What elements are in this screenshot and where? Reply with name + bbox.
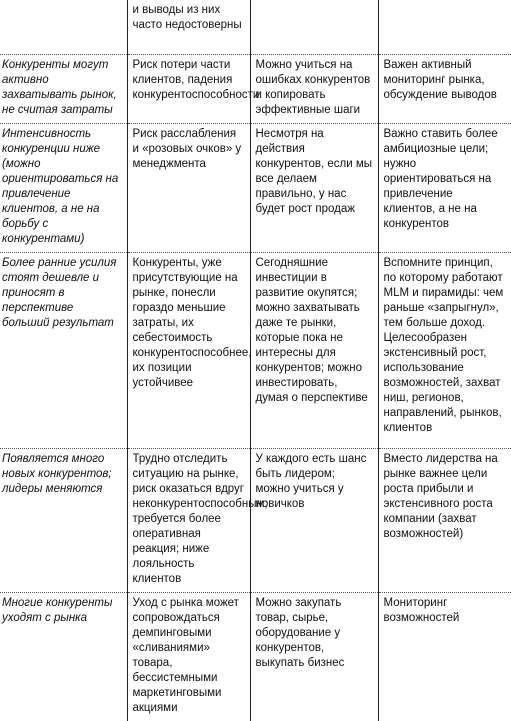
table-row: [0, 54, 511, 123]
trend-cell: Более ранние усилия стоят дешевле и приносят в перспективе больший результат: [0, 252, 127, 448]
risk-cell: Конкуренты, уже присутствующие на рынке, понесли гораздо меньшие затраты, их себестоимость конкурентоспособнее, их позиции устойчивее: [127, 252, 250, 448]
action-cell: Мониторинг возможностей: [378, 592, 511, 721]
risk-cell: Риск расслабления и «розовых очков» у менеджмента: [127, 123, 250, 252]
trend-cell: Многие конкуренты уходят с рынка: [0, 592, 127, 721]
table-row: [0, 0, 511, 54]
opportunity-cell: [250, 0, 378, 54]
opportunity-cell: Несмотря на действия конкурентов, если мы все делаем правильно, у нас будет рост продаж: [250, 123, 378, 252]
trend-cell: [0, 0, 127, 54]
opportunity-cell: Сегодняшние инвестиции в развитие окупятся; можно захватывать даже те рынки, которые пока не интересны для конкурентов; можно инвестировать, думая о перспективе: [250, 252, 378, 448]
trend-cell: Интенсивность конкуренции ниже (можно ориентироваться на привлечение клиентов, а не на борьбу с конкурентами): [0, 123, 127, 252]
action-cell: [378, 0, 511, 54]
opportunity-cell: Можно учиться на ошибках конкурентов и копировать эффективные шаги: [250, 54, 378, 123]
action-cell: Вместо лидерства на рынке важнее цели роста прибыли и экстенсивного роста компании (захват возможностей): [378, 448, 511, 592]
risk-cell: и выводы из них часто недостоверны: [127, 0, 250, 54]
opportunity-cell: Можно закупать товар, сырье, оборудование у конкурентов, выкупать бизнес: [250, 592, 378, 721]
table-row: [0, 252, 511, 448]
action-cell: Важен активный мониторинг рынка, обсуждение выводов: [378, 54, 511, 123]
opportunity-cell: У каждого есть шанс быть лидером; можно учиться у новичков: [250, 448, 378, 592]
action-cell: Важно ставить более амбициозные цели; нужно ориентироваться на привлечение клиентов, а не на конкурентов: [378, 123, 511, 252]
table-row: [0, 123, 511, 252]
trend-cell: Конкуренты могут активно захватывать рынок, не считая затраты: [0, 54, 127, 123]
risk-cell: Риск потери части клиентов, падения конкурентоспособности: [127, 54, 250, 123]
risk-cell: Уход с рынка может сопровождаться демпинговыми «сливаниями» товара, бессистемными маркетинговыми акциями: [127, 592, 250, 721]
table-row: [0, 592, 511, 721]
risk-cell: Трудно отследить ситуацию на рынке, риск оказаться вдруг неконкурентоспособным; требуется более оперативная реакция; ниже лояльность клиентов: [127, 448, 250, 592]
trend-cell: Появляется много новых конкурентов; лидеры меняются: [0, 448, 127, 592]
table-row: [0, 448, 511, 592]
action-cell: Вспомните принцип, по которому работают MLM и пирамиды: чем раньше «запрыгнул», тем больше доход. Целесообразен экстенсивный рост, использование возможностей, захват ниш, регионов, направлений, рынков, клиентов: [378, 252, 511, 448]
